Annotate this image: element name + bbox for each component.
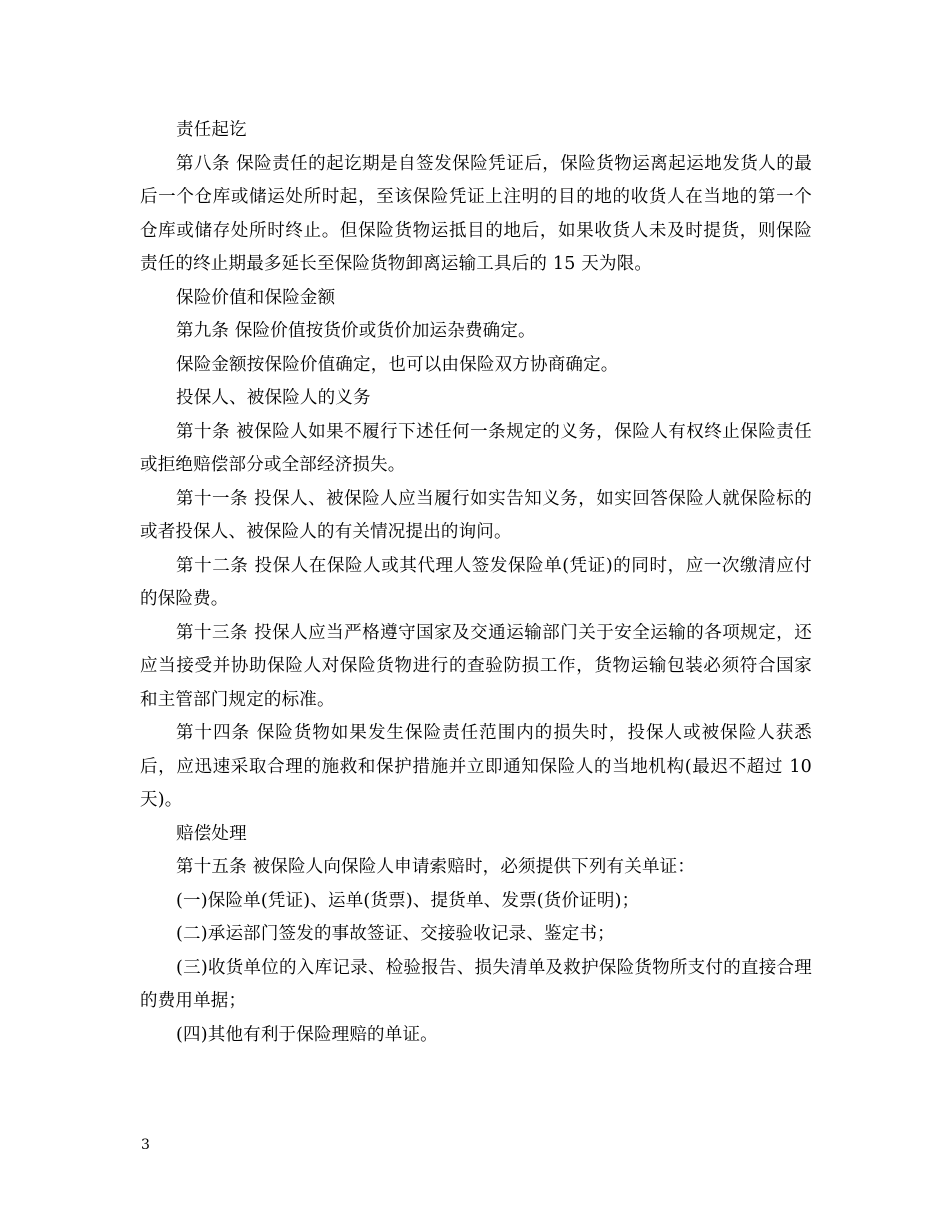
article-14-paragraph: 第十四条 保险货物如果发生保险责任范围内的损失时，投保人或被保险人获悉后，应迅速采取合理的施救和保护措施并立即通知保险人的当地机构(最迟不超过 10 天)。	[140, 723, 812, 810]
claim-document-item-3: (三)收货单位的入库记录、检验报告、损失清单及救护保险货物所支付的直接合理的费用单据；	[140, 957, 812, 1011]
article-13-paragraph: 第十三条 投保人应当严格遵守国家及交通运输部门关于安全运输的各项规定，还应当接受并协助保险人对保险货物进行的查验防损工作，货物运输包装必须符合国家和主管部门规定的标准。	[140, 622, 812, 710]
section-heading-claims: 赔偿处理	[176, 823, 247, 844]
article-8-paragraph: 第八条 保险责任的起讫期是自签发保险凭证后，保险货物运离起运地发货人的最后一个仓库或储运处所时起，至该保险凭证上注明的目的地的收货人在当地的第一个仓库或储存处所时终止。但保险货物运抵目的地后，如果收货人未及时提货，则保险责任的终止期最多延长至保险货物卸离运输工具后的 15 天为限。	[140, 153, 812, 274]
section-heading-obligations: 投保人、被保险人的义务	[176, 388, 371, 408]
claim-document-item-1: (一)保险单(凭证)、运单(货票)、提货单、发票(货价证明)；	[176, 890, 640, 911]
article-10-paragraph: 第十条 被保险人如果不履行下述任何一条规定的义务，保险人有权终止保险责任或拒绝赔偿部分或全部经济损失。	[140, 421, 812, 475]
claim-document-item-2: (二)承运部门签发的事故签证、交接验收记录、鉴定书；	[176, 924, 615, 944]
article-9-paragraph: 第九条 保险价值按货价或货价加运杂费确定。	[176, 321, 536, 341]
section-heading-liability-period: 责任起讫	[176, 120, 247, 140]
insured-amount-paragraph: 保险金额按保险价值确定，也可以由保险双方协商确定。	[176, 354, 619, 375]
article-15-paragraph: 第十五条 被保险人向保险人申请索赔时，必须提供下列有关单证：	[176, 857, 696, 877]
claim-document-item-4: (四)其他有利于保险理赔的单证。	[176, 1024, 438, 1045]
article-11-paragraph: 第十一条 投保人、被保险人应当履行如实告知义务，如实回答保险人就保险标的或者投保人、被保险人的有关情况提出的询问。	[140, 488, 812, 542]
article-12-paragraph: 第十二条 投保人在保险人或其代理人签发保险单(凭证)的同时，应一次缴清应付的保险费。	[140, 555, 812, 609]
document-body	[140, 114, 812, 1052]
page-number: 3	[141, 1137, 150, 1153]
section-heading-insured-value: 保险价值和保险金额	[176, 287, 336, 308]
